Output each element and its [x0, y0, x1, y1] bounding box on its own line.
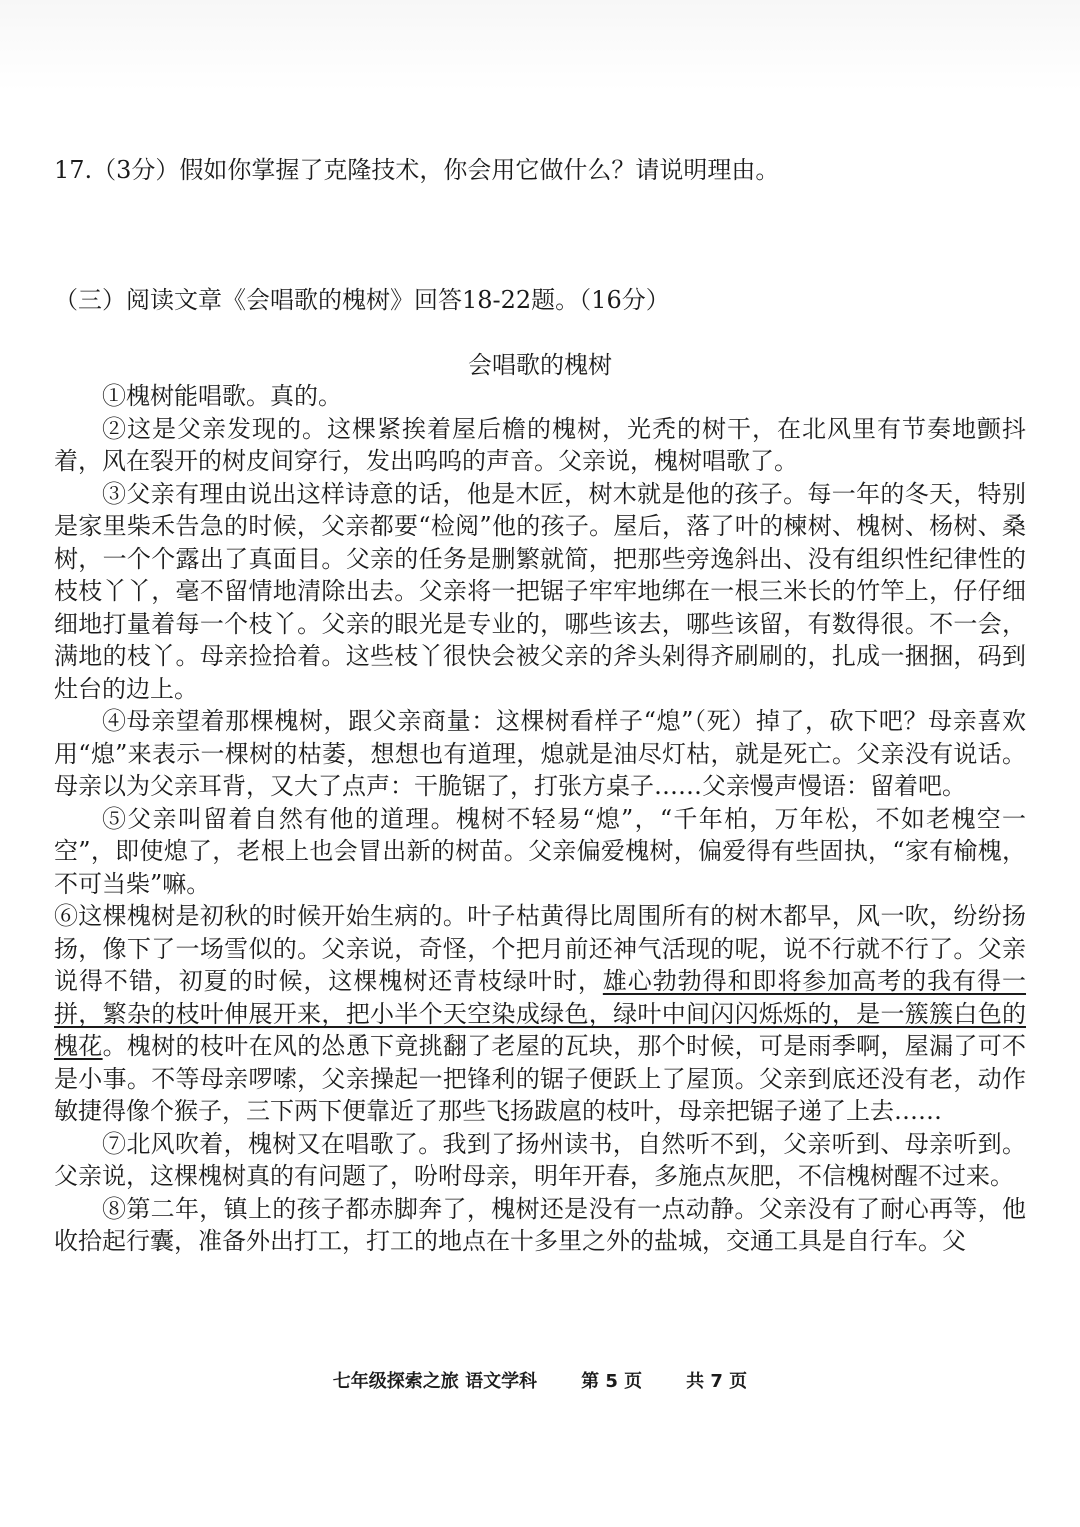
paragraph-8: ⑧第二年，镇上的孩子都赤脚奔了，槐树还是没有一点动静。父亲没有了耐心再等，他收拾起行囊，准备外出打工，打工的地点在十多里之外的盐城，交通工具是自行车。父: [54, 1194, 1026, 1255]
paragraph-1: ①槐树能唱歌。真的。: [102, 382, 342, 410]
article-title: 会唱歌的槐树: [468, 351, 612, 379]
page-footer: [0, 1368, 1080, 1396]
paragraph-3: ③父亲有理由说出这样诗意的话，他是木匠，树木就是他的孩子。每一年的冬天，特别是家里柴禾告急的时候，父亲都要“检阅”他的孩子。屋后，落了叶的楝树、槐树、杨树、桑树，一个个露出了真面目。父亲的任务是删繁就简，把那些旁逸斜出、没有组织性纪律性的枝枝丫丫，毫不留情地清除出去。父亲将一把锯子牢牢地绑在一根三米长的竹竿上，仔仔细细地打量着每一个枝丫。父亲的眼光是专业的，哪些该去，哪些该留，有数得很。不一会，满地的枝丫。母亲捡拾着。这些枝丫很快会被父亲的斧头剁得齐刷刷的，扎成一捆捆，码到灶台的边上。: [54, 479, 1026, 703]
paragraph-4: ④母亲望着那棵槐树，跟父亲商量：这棵树看样子“熄”（死）掉了，砍下吧？母亲喜欢用“熄”来表示一棵树的枯萎，想想也有道理，熄就是油尽灯枯，就是死亡。父亲没有说话。母亲以为父亲耳背，又大了点声：干脆锯了，打张方桌子……父亲慢声慢语：留着吧。: [54, 707, 1026, 800]
article-body: [54, 380, 1026, 1258]
footer-total-pages: 共 7 页: [686, 1371, 748, 1392]
paragraph-7: ⑦北风吹着，槐树又在唱歌了。我到了扬州读书，自然听不到，父亲听到、母亲听到。父亲说，这棵槐树真的有问题了，吩咐母亲，明年开春，多施点灰肥，不信槐树醒不过来。: [54, 1129, 1026, 1190]
paragraph-6-end: 。槐树的枝叶在风的怂恿下竟挑翻了老屋的瓦块，那个时候，可是雨季啊，屋漏了可不是小事。不等母亲啰嗦，父亲操起一把锋利的锯子便跃上了屋顶。父亲到底还没有老，动作敏捷得像个猴子，三下两下便靠近了那些飞扬跋扈的枝叶，母亲把锯子递了上去……: [54, 1032, 1027, 1125]
section-heading: （三）阅读文章《会唱歌的槐树》回答18-22题。（16分）: [54, 286, 670, 314]
footer-subject: 七年级探索之旅 语文学科: [332, 1371, 538, 1392]
underlined-sentence: 雄心勃勃得和即将参加高考的我有得一拼，繁杂的枝叶伸展开来，把小半个天空染成绿色，绿叶中间闪闪烁烁的，是一簇簇白色的槐花: [54, 967, 1027, 1060]
question-17: 17.（3分）假如你掌握了克隆技术，你会用它做什么？请说明理由。: [54, 156, 780, 184]
paragraph-5: ⑤父亲叫留着自然有他的道理。槐树不轻易“熄”，“千年柏，万年松，不如老槐空一空”，即使熄了，老根上也会冒出新的树苗。父亲偏爱槐树，偏爱得有些固执，“家有榆槐，不可当柴”嘛。: [54, 804, 1026, 898]
paragraph-2: ②这是父亲发现的。这棵紧挨着屋后檐的槐树，光秃的树干，在北风里有节奏地颤抖着，风在裂开的树皮间穿行，发出呜呜的声音。父亲说，槐树唱歌了。: [54, 414, 1026, 475]
paragraph-6: [54, 900, 1026, 1128]
paragraph-6-start: ⑥这棵槐树是初秋的时候开始生病的。叶子枯黄得比周围所有的树木都早，风一吹，纷纷扬扬，像下了一场雪似的。父亲说，奇怪，个把月前还神气活现的呢，说不行就不行了。父亲说得不错，初夏的时候，这棵槐树还青枝绿叶时，: [54, 902, 1026, 995]
footer-page-number: 第 5 页: [581, 1371, 643, 1392]
